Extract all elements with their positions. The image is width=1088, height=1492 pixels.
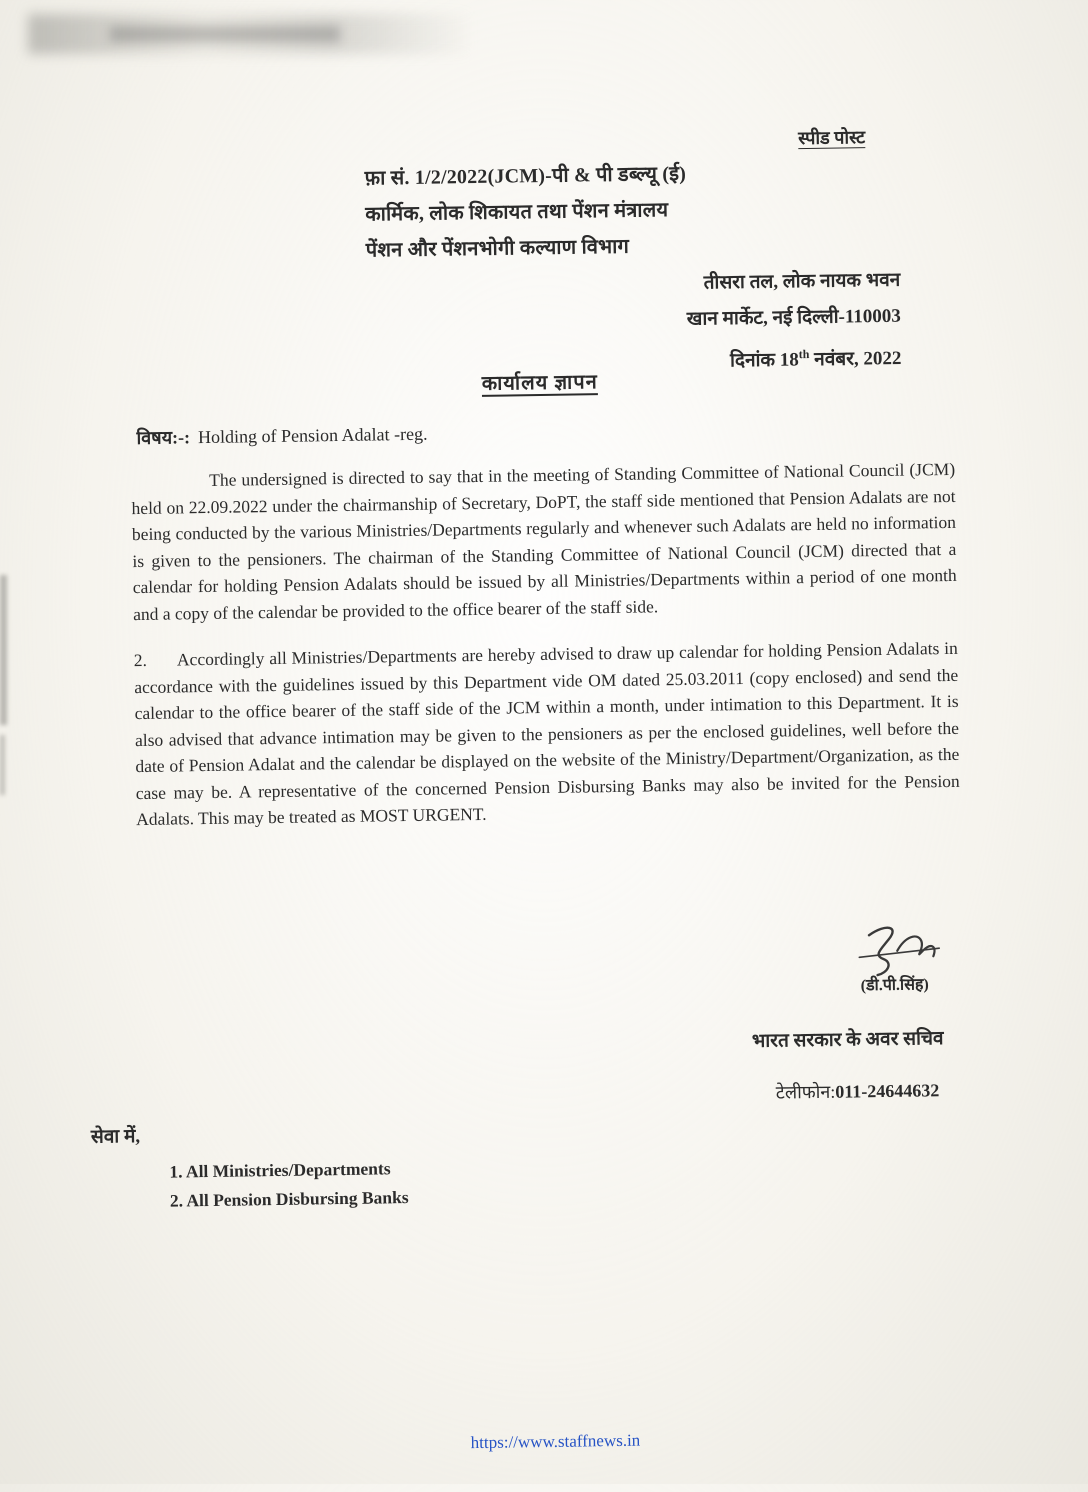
subject-line [136,422,427,450]
footer-link[interactable]: https://www.staffnews.in [470,1430,641,1453]
ministry-name: कार्मिक, लोक शिकायत तथा पेंशन मंत्रालय [365,199,669,226]
footer [11,1424,1088,1460]
date-ordinal: th [798,347,810,362]
address-line-2: खान मार्केट, नई दिल्ली-110003 [686,305,901,330]
date-label: दिनांक [729,349,776,372]
list-item: 1. All Ministries/Departments [169,1158,391,1182]
department-name: पेंशन और पेंशनभोगी कल्याण विभाग [365,235,630,262]
signature-scribble [839,920,950,980]
telephone-line [776,1078,940,1104]
date-day: 18 [779,349,799,371]
address-line-1: तीसरा तल, लोक नायक भवन [703,269,901,294]
letterhead [364,156,687,269]
file-number: फ़ा सं. 1/2/2022(JCM)-पी & पी डब्ल्यू (ई) [364,162,687,190]
recipient-list [169,1154,409,1216]
paragraph-2-text: Accordingly all Ministries/Departments are hereby advised to draw up calendar for holding Pension Adalats in accordance with the guidelines issued by this Department vide OM dated 25.03.2011 (copy enclosed) and send the calendar to the office bearer of the staff side of the JCM within a month, under intimation to this Department. It is also advised that advance intimation may be given to the pensioners as per the enclosed guidelines, well before the date of Pension Adalat and the calendar be displayed on the website of the Ministry/Department/Organization, as the case may be. A representative of the concerned Pension Disbursing Banks may also be invited for the Pension Adalats. This may be treated as MOST URGENT. [134,637,960,830]
memo-title: कार्यालय ज्ञापन [481,371,598,395]
telephone-label: टेलीफोन: [775,1081,836,1103]
speed-post-label: स्पीड पोस्ट [798,127,866,149]
date-rest: नवंबर, 2022 [814,347,902,371]
paragraph-2 [134,635,961,833]
signatory-designation: भारत सरकार के अवर सचिव [751,1028,944,1052]
signature-block [824,920,965,996]
salutation: सेवा में, [90,1126,141,1148]
letter-body [131,456,961,853]
list-item: 2. All Pension Disbursing Banks [169,1187,409,1211]
signatory-name: (डी.पी.सिंह) [860,976,929,995]
subject-text: Holding of Pension Adalat -reg. [197,423,428,448]
subject-label: विषय:-: [136,427,191,449]
paragraph-2-number: 2. [133,649,148,671]
paragraph-1: The undersigned is directed to say that in the meeting of Standing Committee of National Council (JCM) held on 22.09.2022 under the chairmanship of Secretary, DoPT, the staff side mentioned that Pension Adalats are not being conducted by the various Ministries/Departments regularly and whenever such Adalats are held no information is given to the pensioners. The chairman of the Standing Committee of National Council (JCM) directed that a calendar for holding Pension Adalats should be issued by all Ministries/Departments within a period of one month and a copy of the calendar be provided to the office bearer of the staff side. [131,458,957,624]
telephone-number: 011-24644632 [835,1080,940,1102]
